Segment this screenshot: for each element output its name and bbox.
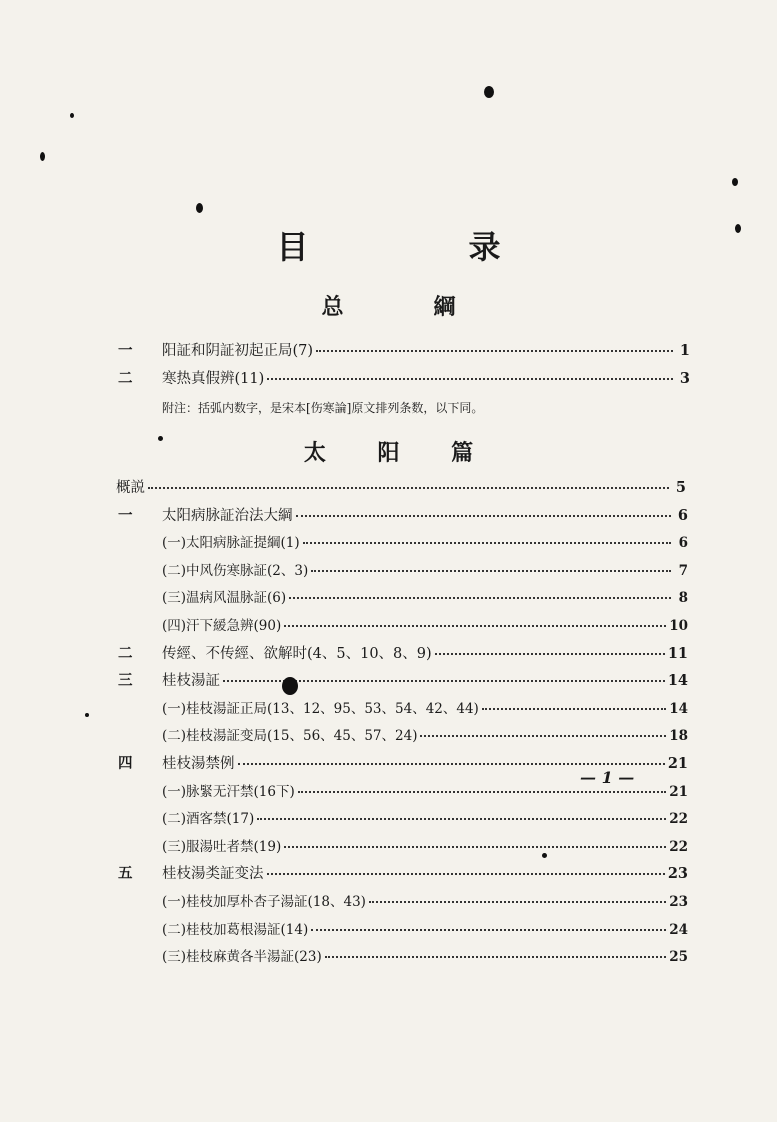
entry-page: 10 bbox=[669, 618, 688, 634]
dot-leader bbox=[369, 889, 666, 903]
dot-leader bbox=[257, 806, 666, 820]
entry-label: (二)中风伤寒脉証(2、3) bbox=[162, 563, 309, 579]
entry-label: (一)脉緊无汗禁(16下) bbox=[162, 784, 295, 800]
entry-number: 一 bbox=[118, 507, 133, 524]
entry-page: 14 bbox=[669, 701, 688, 717]
toc-entry[interactable] bbox=[118, 341, 690, 360]
toc-entry[interactable] bbox=[118, 644, 688, 663]
entry-label: (一)太阳病脉証提綱(1) bbox=[162, 535, 300, 551]
entry-page: 6 bbox=[677, 507, 688, 524]
dot-leader bbox=[435, 641, 665, 655]
dot-leader bbox=[311, 558, 671, 572]
dot-leader bbox=[311, 917, 666, 931]
entry-page: 23 bbox=[669, 894, 688, 910]
dot-leader bbox=[148, 475, 669, 489]
toc-subentry[interactable] bbox=[162, 561, 688, 580]
entry-page: 7 bbox=[678, 563, 688, 579]
entry-number: 三 bbox=[118, 672, 133, 689]
entry-label: (二)酒客禁(17) bbox=[162, 811, 255, 827]
toc-subentry[interactable] bbox=[162, 892, 688, 911]
toc-entry[interactable] bbox=[118, 671, 688, 690]
entry-number: 五 bbox=[118, 865, 133, 882]
page-number: — 1 — bbox=[580, 768, 635, 787]
entry-page: 5 bbox=[675, 479, 686, 496]
toc-subentry[interactable] bbox=[162, 533, 688, 552]
dot-leader bbox=[284, 834, 666, 848]
entry-label: (一)桂枝加厚朴杏子湯証(18、43) bbox=[162, 894, 366, 910]
dot-leader bbox=[238, 751, 665, 765]
entry-label: 传經、不传經、欲解时(4、5、10、8、9) bbox=[162, 646, 432, 662]
toc-subentry[interactable] bbox=[162, 699, 688, 718]
scan-speck bbox=[196, 203, 203, 213]
dot-leader bbox=[316, 338, 673, 352]
entry-label: (二)桂枝湯証变局(15、56、45、57、24) bbox=[162, 728, 418, 744]
scan-speck bbox=[484, 86, 494, 98]
toc-subentry[interactable] bbox=[162, 837, 688, 856]
section-heading-general: 总 綱 bbox=[321, 294, 490, 320]
entry-label: (四)汗下緩急辨(90) bbox=[162, 618, 282, 634]
scan-speck bbox=[542, 853, 547, 858]
dot-leader bbox=[325, 944, 666, 958]
scan-speck bbox=[158, 436, 163, 441]
entry-page: 3 bbox=[679, 370, 690, 387]
dot-leader bbox=[284, 613, 666, 627]
scan-speck bbox=[85, 713, 89, 717]
scan-speck bbox=[732, 178, 738, 186]
entry-label: 桂枝湯类証变法 bbox=[162, 866, 264, 882]
entry-page: 6 bbox=[678, 535, 688, 551]
entry-page: 23 bbox=[667, 865, 688, 882]
entry-label: (三)桂枝麻黄各半湯証(23) bbox=[162, 949, 322, 965]
entry-number: 四 bbox=[118, 755, 133, 772]
dot-leader bbox=[267, 366, 673, 380]
entry-page: 1 bbox=[679, 342, 690, 359]
entry-label: 寒热真假辨(11) bbox=[162, 371, 265, 387]
toc-entry[interactable] bbox=[118, 369, 690, 388]
entry-page: 21 bbox=[669, 784, 688, 800]
entry-label: (二)桂枝加葛根湯証(14) bbox=[162, 922, 309, 938]
dot-leader bbox=[267, 861, 665, 875]
scan-speck bbox=[282, 677, 298, 695]
entry-page: 24 bbox=[669, 922, 688, 938]
dot-leader bbox=[296, 503, 672, 517]
toc-entry[interactable] bbox=[116, 478, 686, 497]
footnote: 附注：括弧内数字，是宋本[伤寒論]原文排列条数，以下同。 bbox=[162, 401, 484, 415]
entry-label: (三)温病风温脉証(6) bbox=[162, 590, 287, 606]
dot-leader bbox=[289, 585, 671, 599]
entry-page: 21 bbox=[667, 755, 688, 772]
scan-speck bbox=[70, 113, 74, 118]
toc-entry[interactable] bbox=[118, 864, 688, 883]
toc-subentry[interactable] bbox=[162, 588, 688, 607]
dot-leader bbox=[420, 723, 666, 737]
entry-page: 14 bbox=[667, 672, 688, 689]
entry-label: (三)服湯吐者禁(19) bbox=[162, 839, 282, 855]
scan-speck bbox=[735, 224, 741, 233]
entry-label: 桂枝湯証 bbox=[162, 673, 220, 689]
toc-subentry[interactable] bbox=[162, 616, 688, 635]
toc-subentry[interactable] bbox=[162, 726, 688, 745]
entry-label: 太阳病脉証治法大綱 bbox=[162, 508, 293, 524]
page-title: 目 录 bbox=[276, 228, 565, 266]
entry-page: 18 bbox=[669, 728, 688, 744]
toc-subentry[interactable] bbox=[162, 947, 688, 966]
entry-page: 22 bbox=[669, 811, 688, 827]
entry-page: 22 bbox=[669, 839, 688, 855]
entry-number: 二 bbox=[118, 645, 133, 662]
entry-number: 一 bbox=[118, 342, 133, 359]
dot-leader bbox=[303, 530, 671, 544]
entry-label: (一)桂枝湯証正局(13、12、95、53、54、42、44) bbox=[162, 701, 479, 717]
entry-page: 11 bbox=[667, 645, 688, 662]
toc-entry[interactable] bbox=[118, 506, 688, 525]
dot-leader bbox=[482, 696, 666, 710]
section-heading-taiyang: 太 阳 篇 bbox=[303, 440, 496, 466]
toc-subentry[interactable] bbox=[162, 809, 688, 828]
entry-label: 桂枝湯禁例 bbox=[162, 756, 235, 772]
entry-label: 概説 bbox=[116, 480, 145, 496]
entry-page: 8 bbox=[678, 590, 688, 606]
entry-number: 二 bbox=[118, 370, 133, 387]
toc-subentry[interactable] bbox=[162, 920, 688, 939]
entry-page: 25 bbox=[669, 949, 688, 965]
scan-speck bbox=[40, 152, 45, 161]
entry-label: 阳証和阴証初起正局(7) bbox=[162, 343, 314, 359]
